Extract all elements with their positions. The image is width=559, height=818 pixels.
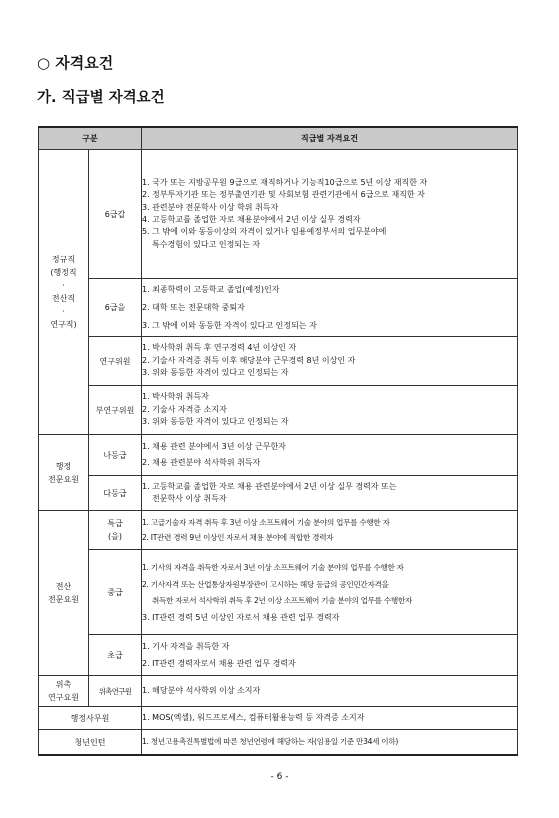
requirement-line: 1. 기사 자격을 취득한 자 <box>142 642 230 651</box>
requirement-line: 2. 정부투자기관 또는 정부출연기관 및 사회보험 관련기관에서 6급으로 재직한 자 <box>142 190 425 200</box>
requirement-line: 1. 고급기술자 자격 취득 후 3년 이상 소프트웨어 기술 분야의 업무를 수행한 자 <box>142 518 390 527</box>
page-number: - 6 - <box>270 772 289 782</box>
table-row <box>39 476 518 511</box>
table-row <box>39 550 518 635</box>
requirement-line: 1. 국가 또는 지방공무원 9급으로 재직하거나 기능직10급으로 5년 이상 재직한 자 <box>142 177 428 187</box>
requirement-cell <box>142 707 518 730</box>
requirement-cell <box>142 730 518 756</box>
requirement-line: 3. 위와 동등한 자격이 있다고 인정되는 자 <box>142 368 289 378</box>
requirement-line: 3. 위와 동등한 자격이 있다고 인정되는 자 <box>142 417 289 427</box>
table-row <box>39 676 518 707</box>
group-commissioned: 위촉 연구요원 <box>39 676 89 707</box>
requirement-cell <box>142 279 518 337</box>
table-row <box>39 730 518 756</box>
row-label: 위촉연구원 <box>89 676 142 707</box>
requirement-line: 2. IT관련 경력 9년 이상인 자로서 채용 분야에 적합한 경력자 <box>142 533 334 542</box>
row-label: 6급을 <box>89 279 142 337</box>
row-label: 나등급 <box>89 435 142 476</box>
group-admin: 행정 전문요원 <box>39 435 89 511</box>
row-label: 연구위원 <box>89 337 142 386</box>
header-requirements: 직급별 자격요건 <box>142 127 518 150</box>
requirement-line: 1. 고등학교를 졸업한 자로 채용 관련분야에서 2년 이상 실무 경력자 또는 <box>142 481 397 491</box>
requirement-cell <box>142 386 518 435</box>
section-heading: ○ 자격요건 <box>37 54 114 72</box>
requirement-line: 1. 청년고용촉진특별법에 따른 청년연령에 해당하는 자(임용일 기준 만34세 이하) <box>142 736 399 746</box>
table-header-row <box>39 127 518 150</box>
requirement-line: 2. 채용 관련분야 석사학위 취득자 <box>142 458 261 467</box>
row-label: 중급 <box>89 550 142 635</box>
requirement-cell <box>142 337 518 386</box>
requirement-line: 3. 관련분야 전문학사 이상 학위 취득자 <box>142 202 279 212</box>
requirement-line: 1. 박사학위 취득 후 연구경력 4년 이상인 자 <box>142 343 297 353</box>
table-row <box>39 279 518 337</box>
requirement-line: 4. 고등학교를 졸업한 자로 채용분야에서 2년 이상 실무 경력자 <box>142 215 361 224</box>
table-row <box>39 337 518 386</box>
requirement-cell <box>142 150 518 279</box>
requirement-line: 2. IT관련 경력자로서 채용 관련 업무 경력자 <box>142 659 296 668</box>
row-label: 특급 (을) <box>89 511 142 550</box>
group-regular: 정규직 (행정직 · 전산직 · 연구직) <box>39 150 89 435</box>
section-subheading: 가. 직급별 자격요건 <box>37 90 165 106</box>
qualification-table <box>38 126 518 756</box>
table-row <box>39 386 518 435</box>
requirement-line: 2. 대학 또는 전문대학 중퇴자 <box>142 302 245 312</box>
requirement-cell <box>142 635 518 676</box>
requirement-line: 1. 기사의 자격을 취득한 자로서 3년 이상 소프트웨어 기술 분야의 업무를 수행한 자 <box>142 562 404 572</box>
requirement-line: 전문학사 이상 취득자 <box>152 494 227 503</box>
table-row <box>39 150 518 279</box>
requirement-line: 3. IT관련 경력 5년 이상인 자로서 채용 관련 업무 경력자 <box>142 612 340 622</box>
row-label: 다등급 <box>89 476 142 511</box>
requirement-line: 특수경험이 있다고 인정되는 자 <box>152 239 261 249</box>
row-label: 청년인턴 <box>39 730 142 756</box>
requirement-cell <box>142 511 518 550</box>
requirement-cell <box>142 476 518 511</box>
requirement-line: 1. 박사학위 취득자 <box>142 392 209 402</box>
row-label: 초급 <box>89 635 142 676</box>
requirement-line: 2. 기술사 자격증 소지자 <box>142 404 227 414</box>
row-label: 행정사무원 <box>39 707 142 730</box>
table-row <box>39 435 518 476</box>
requirement-line: 1. MOS(엑셀), 워드프로세스, 컴퓨터활용능력 등 자격증 소지자 <box>142 712 365 722</box>
header-category: 구분 <box>39 127 142 150</box>
requirement-line: 취득한 자로서 석사학위 취득 후 2년 이상 소프트웨어 기술 분야의 업무를 수행한자 <box>152 595 412 605</box>
requirement-line: 5. 그 밖에 이와 동등이상의 자격이 있거나 임용예정부서의 업무분야에 <box>142 227 387 237</box>
requirement-line: 2. 기술사 자격증 취득 이후 해당분야 근무경력 8년 이상인 자 <box>142 355 356 365</box>
row-label: 6급갑 <box>89 150 142 279</box>
requirement-cell <box>142 676 518 707</box>
requirement-line: 3. 그 밖에 이와 동등한 자격이 있다고 인정되는 자 <box>142 320 317 330</box>
requirement-cell <box>142 550 518 635</box>
table-row <box>39 511 518 550</box>
table-row <box>39 707 518 730</box>
requirement-line: 1. 최종학력이 고등학교 졸업(예정)인자 <box>142 284 280 294</box>
requirement-line: 2. 기사자격 또는 산업통상자원부장관이 고시하는 해당 등급의 공인민간자격을 <box>142 579 389 589</box>
table-row <box>39 635 518 676</box>
row-label: 부연구위원 <box>89 386 142 435</box>
requirement-cell <box>142 435 518 476</box>
requirement-line: 1. 채용 관련 분야에서 3년 이상 근무한자 <box>142 442 286 451</box>
requirement-line: 1. 해당분야 석사학위 이상 소지자 <box>142 685 261 695</box>
group-it: 전산 전문요원 <box>39 511 89 676</box>
